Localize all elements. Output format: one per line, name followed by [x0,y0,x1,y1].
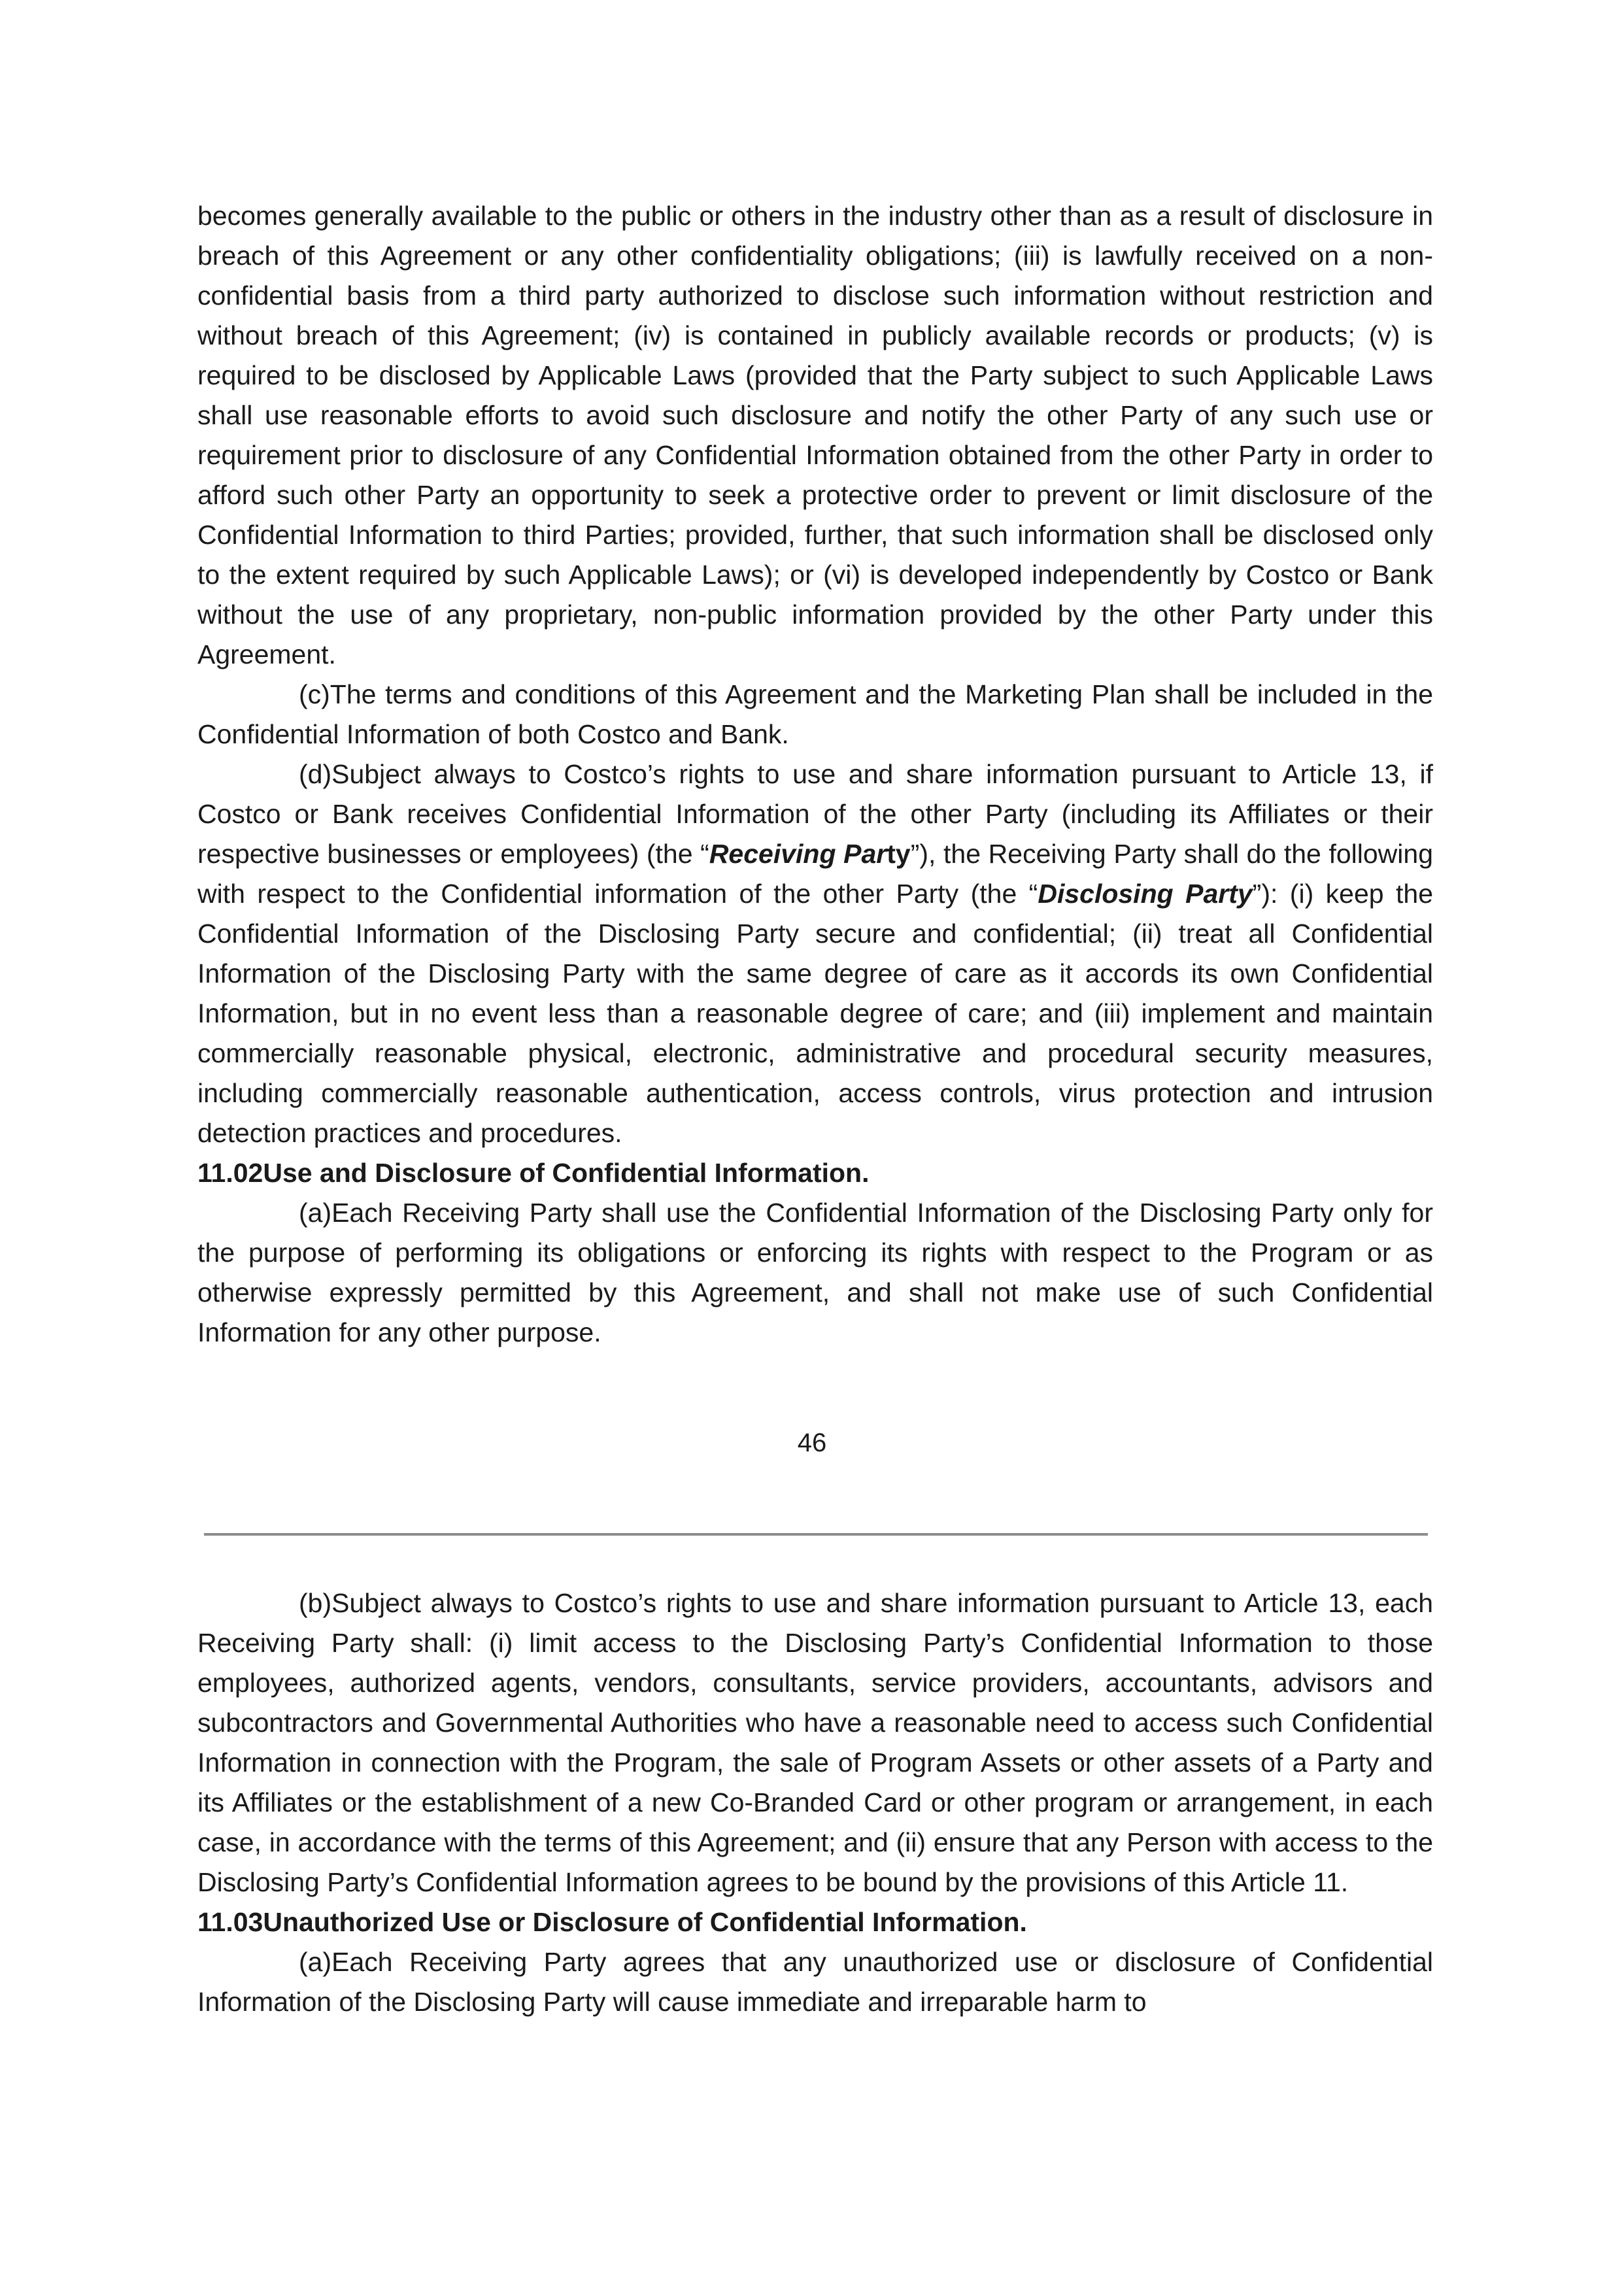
defined-term-receiving-party: Receiving Par [709,839,887,869]
paragraph-c: (c)The terms and conditions of this Agreement and the Marketing Plan shall be included in the Confidential Information of both Costco and Bank. [197,679,1433,749]
page-47-body [197,1583,1433,2022]
defined-term-receiving-party-end: ty [887,839,911,869]
paragraph-b-continuation: becomes generally available to the public or others in the industry other than as a result of disclosure in breach of this Agreement or any other confidentiality obligations; (iii) is lawfully received on a non-confidential basis from a third party authorized to disclose such information without restriction and without breach of this Agreement; (iv) is contained in publicly available records or products; (v) is required to be disclosed by Applicable Laws (provided that the Party subject to such Applicable Laws shall use reasonable efforts to avoid such disclosure and notify the other Party of any such use or requirement prior to disclosure of any Confidential Information obtained from the other Party in order to afford such other Party an opportunity to seek a protective order to prevent or limit disclosure of the Confidential Information to third Parties; provided, further, that such information shall be disclosed only to the extent required by such Applicable Laws); or (vi) is developed independently by Costco or Bank without the use of any proprietary, non-public information provided by the other Party under this Agreement. [197,201,1433,669]
section-heading-11-03: 11.03Unauthorized Use or Disclosure of Confidential Information. [197,1907,1027,1937]
paragraph-d-text-3: ”): (i) keep the Confidential Information of the Disclosing Party secure and confidential; (ii) treat all Confidential Information of the Disclosing Party with the same degree of care as it accords its own Confidential Information, but in no event less than a reasonable degree of care; and (iii) implement and maintain commercially reasonable physical, electronic, administrative and procedural security measures, including commercially reasonable authentication, access controls, virus protection and intrusion detection practices and procedures. [197,879,1433,1148]
paragraph-11-02-b: (b)Subject always to Costco’s rights to use and share information pursuant to Article 13, each Receiving Party shall: (i) limit access to the Disclosing Party’s Confidential Information to those employees, authorized agents, vendors, consultants, service providers, accountants, advisors and subcontractors and Governmental Authorities who have a reasonable need to access such Confidential Information in connection with the Program, the sale of Program Assets or other assets of a Party and its Affiliates or the establishment of a new Co-Branded Card or other program or arrangement, in each case, in accordance with the terms of this Agreement; and (ii) ensure that any Person with access to the Disclosing Party’s Confidential Information agrees to be bound by the provisions of this Article 11. [197,1588,1433,1897]
defined-term-disclosing-party: Disclosing Party [1038,879,1253,909]
page-separator [204,1533,1428,1536]
section-heading-11-02: 11.02Use and Disclosure of Confidential Information. [197,1158,870,1188]
paragraph-d-text-1: (d)Subject always to Costco’s rights to use and share information pursuant to Article 13, if Costco or Bank receives Confidential Information of the other Party (including its Affiliates or their respective businesses or employees) (the “ [197,759,1433,869]
paragraph-11-02-a: (a)Each Receiving Party shall use the Confidential Information of the Disclosing Party only for the purpose of performing its obligations or enforcing its rights with respect to the Program or as otherwise expressly permitted by this Agreement, and shall not make use of such Confidential Information for any other purpose. [197,1198,1433,1347]
paragraph-11-03-a: (a)Each Receiving Party agrees that any unauthorized use or disclosure of Confidential Information of the Disclosing Party will cause immediate and irreparable harm to [197,1947,1433,2017]
page-number: 46 [797,1428,827,1457]
paragraph-d-text-2: ”), the Receiving Party shall do the following with respect to the Confidential information of the other Party (the “ [197,839,1434,909]
page-46-body [197,196,1433,1353]
paragraph-d [197,754,1433,1153]
